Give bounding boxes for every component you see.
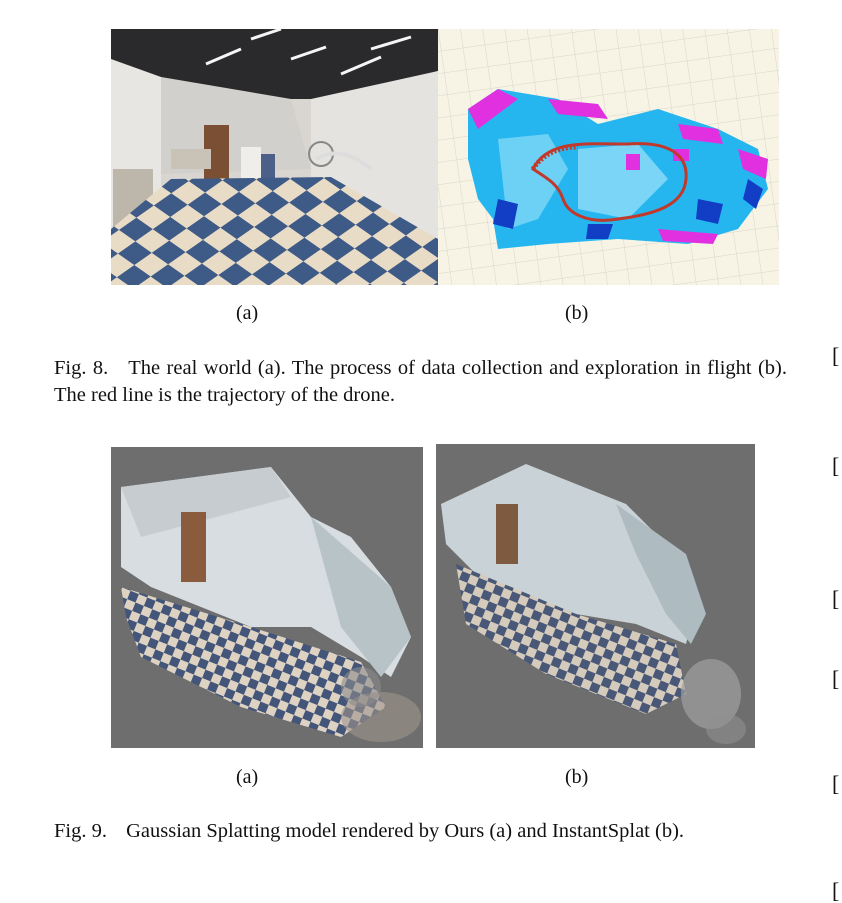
right-column-fragment: [: [832, 666, 840, 691]
right-column-fragment: [: [832, 771, 840, 796]
fig8-caption-text: The real world (a). The process of data collection and exploration in flight (b). The red line is the trajectory of the drone.: [54, 357, 788, 406]
fig8-real-world-photo: [111, 29, 438, 285]
fig8-subfig-a-label: (a): [236, 302, 259, 324]
fig9-caption-number: Fig. 9.: [54, 820, 107, 842]
right-column-fragment: [: [832, 586, 840, 611]
right-column-fragment: [: [832, 453, 840, 478]
right-column-fragment: [: [832, 878, 840, 903]
fig9-subfig-b-label: (b): [565, 766, 589, 788]
fig9-instantsplat-render: [436, 444, 755, 748]
fig8-point-cloud-map: [438, 29, 779, 285]
fig9-caption-text: Gaussian Splatting model rendered by Ours (a) and InstantSplat (b).: [126, 820, 685, 842]
fig8-caption: [54, 355, 787, 409]
fig9-ours-render: [111, 447, 423, 748]
fig8-caption-number: Fig. 8.: [54, 357, 109, 379]
fig9-caption: [54, 818, 787, 845]
fig8-subfig-b-label: (b): [565, 302, 589, 324]
right-column-fragment: [: [832, 343, 840, 368]
fig9-subfig-a-label: (a): [236, 766, 259, 788]
